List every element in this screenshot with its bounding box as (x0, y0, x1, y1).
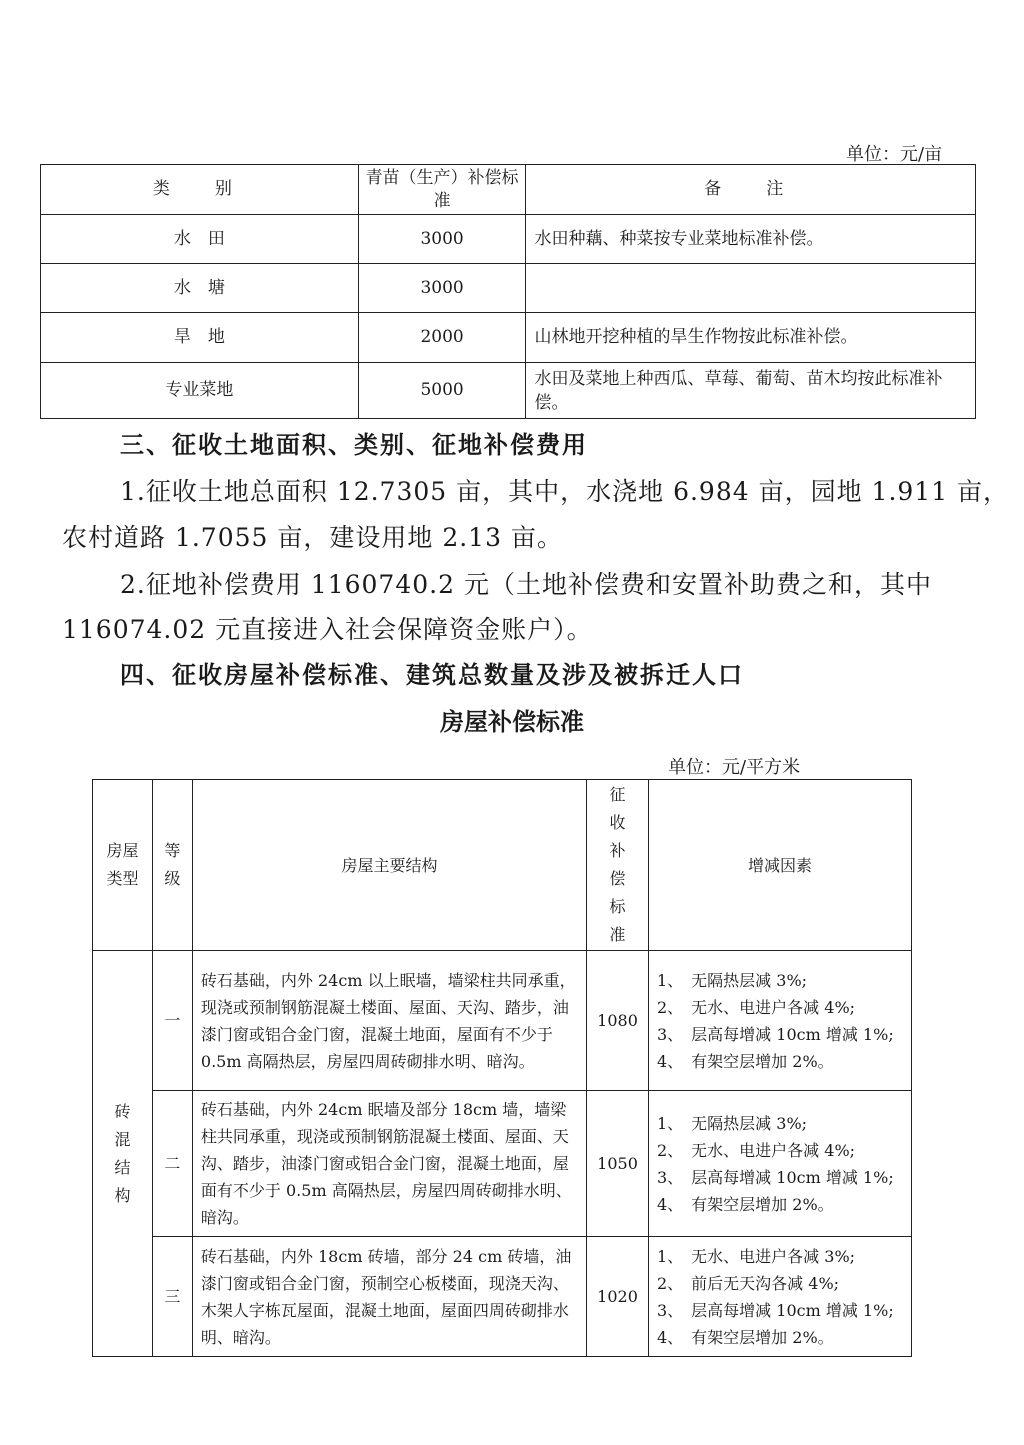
row-structure: 砖石基础，内外 24cm 以上眠墙，墙梁柱共同承重，现浇或预制钢筋混凝土楼面、屋面、天沟、踏步，油漆门窗或铝合金门窗，混凝土地面，屋面有不少于 0.5m 高隔热层，房屋四周砖砌排水明、暗沟。 (192, 951, 586, 1091)
header-standard: 青苗（生产）补偿标准 (358, 165, 526, 215)
factor-item: 1、 无水、电进户各减 3%; (657, 1246, 856, 1266)
factor-item: 2、 无水、电进户各减 4%; (657, 997, 856, 1017)
housing-table-title: 房屋补偿标准 (440, 708, 584, 736)
section3-para1-line1: 1.征收土地总面积 12.7305 亩，其中，水浇地 6.984 亩，园地 1.911 亩， (120, 477, 1010, 506)
table1-unit: 单位：元/亩 (846, 144, 943, 165)
row-standard: 1050 (587, 1091, 649, 1237)
header-factors: 增减因素 (649, 780, 912, 951)
table-row (93, 1091, 912, 1237)
factor-item: 2、 无水、电进户各减 4%; (657, 1140, 856, 1160)
table-row (41, 363, 976, 419)
row-standard: 3000 (358, 264, 526, 313)
factor-item: 4、 有架空层增加 2%。 (657, 1051, 834, 1071)
section3-para1-line2: 农村道路 1.7055 亩，建设用地 2.13 亩。 (62, 523, 563, 552)
row-category: 旱 地 (41, 313, 359, 363)
row-standard: 5000 (358, 363, 526, 419)
row-structure: 砖石基础，内外 18cm 砖墙，部分 24 cm 砖墙，油漆门窗或铝合金门窗，预制空心板楼面，现浇天沟、木架人字栋瓦屋面，混凝土地面，屋面四周砖砌排水明、暗沟。 (192, 1237, 586, 1357)
row-category: 水 田 (41, 215, 359, 264)
factor-item: 3、 层高每增减 10cm 增减 1%; (657, 1024, 894, 1044)
row-standard: 2000 (358, 313, 526, 363)
factor-item: 3、 层高每增减 10cm 增减 1%; (657, 1167, 894, 1187)
seedling-compensation-table (40, 164, 976, 419)
row-factors (649, 1091, 912, 1237)
header-remark: 备 注 (526, 165, 976, 215)
row-remark: 水田及菜地上种西瓜、草莓、葡萄、苗木均按此标准补偿。 (526, 363, 976, 419)
row-remark: 山林地开挖种植的旱生作物按此标准补偿。 (526, 313, 976, 363)
header-standard: 征收补偿标准 (587, 780, 649, 951)
row-structure: 砖石基础，内外 24cm 眠墙及部分 18cm 墙，墙梁柱共同承重，现浇或预制钢筋混凝土楼面、屋面、天沟、踏步，油漆门窗或铝合金门窗，混凝土地面，屋面有不少于 0.5m 高隔热层，房屋四周砖砌排水明、暗沟。 (192, 1091, 586, 1237)
table-header-row (93, 780, 912, 951)
row-remark: 水田种藕、种菜按专业菜地标准补偿。 (526, 215, 976, 264)
row-remark (526, 264, 976, 313)
table-row (93, 951, 912, 1091)
row-category: 专业菜地 (41, 363, 359, 419)
header-grade: 等级 (152, 780, 192, 951)
section4-heading: 四、征收房屋补偿标准、建筑总数量及涉及被拆迁人口 (120, 661, 744, 689)
housing-compensation-table (92, 779, 912, 1357)
row-factors (649, 1237, 912, 1357)
row-grade: 一 (152, 951, 192, 1091)
header-structure: 房屋主要结构 (192, 780, 586, 951)
header-house-type: 房屋类型 (93, 780, 153, 951)
house-type-cell: 砖混结构 (93, 951, 153, 1357)
table-row (41, 264, 976, 313)
section3-heading: 三、征收土地面积、类别、征地补偿费用 (120, 431, 588, 459)
factor-item: 1、 无隔热层减 3%; (657, 970, 808, 990)
header-category: 类 别 (41, 165, 359, 215)
factor-item: 4、 有架空层增加 2%。 (657, 1194, 834, 1214)
factor-item: 3、 层高每增减 10cm 增减 1%; (657, 1300, 894, 1320)
table-row (93, 1237, 912, 1357)
table-header-row (41, 165, 976, 215)
row-category: 水 塘 (41, 264, 359, 313)
row-factors (649, 951, 912, 1091)
row-standard: 3000 (358, 215, 526, 264)
factor-item: 1、 无隔热层减 3%; (657, 1113, 808, 1133)
factor-item: 4、 有架空层增加 2%。 (657, 1327, 834, 1347)
row-standard: 1080 (587, 951, 649, 1091)
row-grade: 三 (152, 1237, 192, 1357)
section3-para2-line2: 116074.02 元直接进入社会保障资金账户）。 (62, 615, 593, 644)
section3-para2-line1: 2.征地补偿费用 1160740.2 元（土地补偿费和安置补助费之和，其中 (120, 570, 932, 599)
table2-unit: 单位：元/平方米 (668, 757, 801, 778)
table-row (41, 215, 976, 264)
row-standard: 1020 (587, 1237, 649, 1357)
table-row (41, 313, 976, 363)
factor-item: 2、 前后无天沟各减 4%; (657, 1273, 840, 1293)
row-grade: 二 (152, 1091, 192, 1237)
